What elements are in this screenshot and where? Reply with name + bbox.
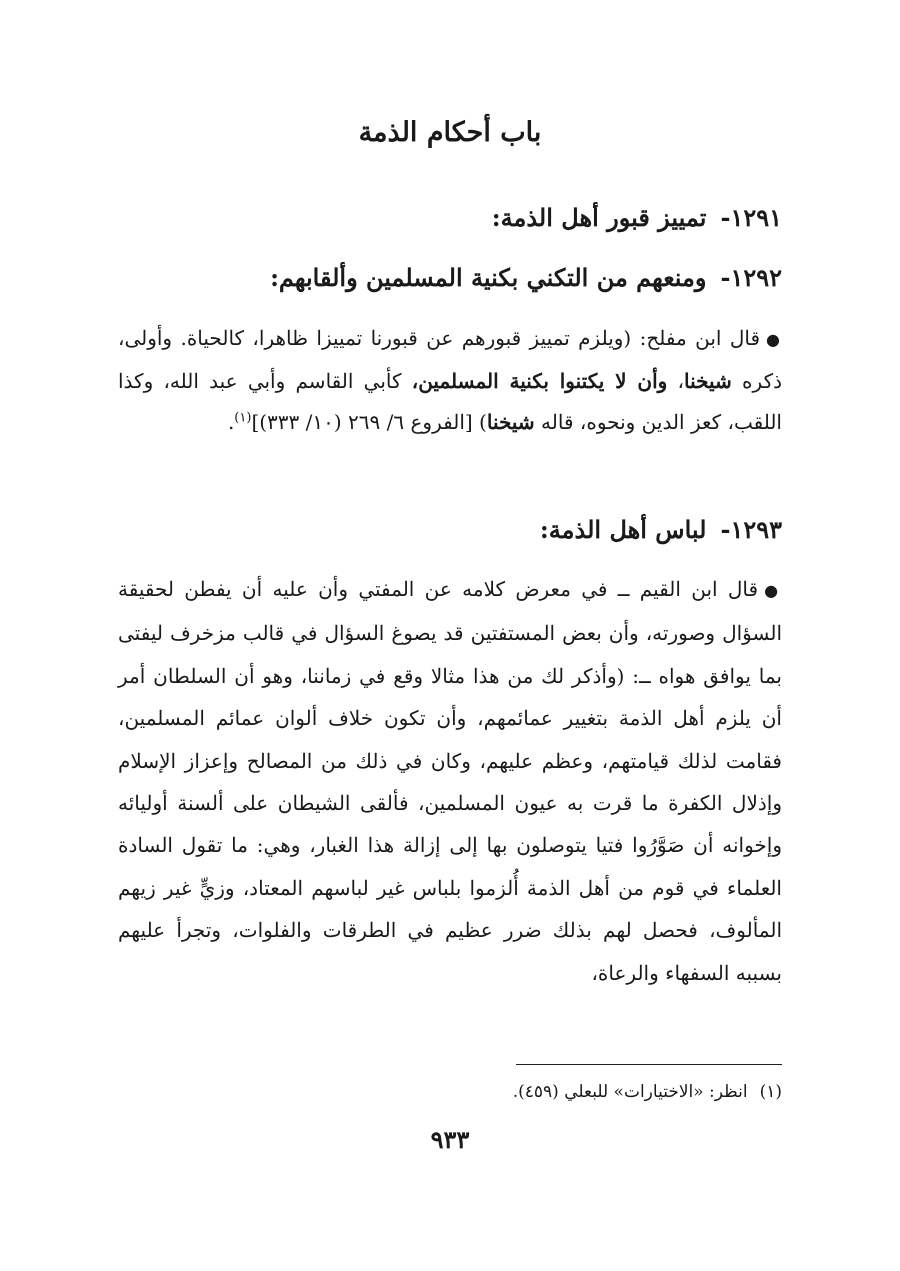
quote-paragraph-ibn-alqayyim bbox=[118, 568, 782, 994]
footnote-divider bbox=[516, 1064, 782, 1065]
bullet-icon: ● bbox=[764, 581, 782, 600]
quote-paragraph-ibn-muflih bbox=[118, 318, 782, 444]
footnote bbox=[118, 1078, 782, 1106]
footnote-number: (١) bbox=[759, 1082, 782, 1102]
citation-text: ) [الفروع ٦/ ٢٦٩ (١٠/ ٣٣٣)] bbox=[251, 410, 487, 434]
issue-heading-1292 bbox=[118, 256, 782, 300]
bold-phrase: وأن لا يكتنوا بكنية المسلمين، bbox=[411, 368, 668, 393]
paragraph-end: . bbox=[227, 410, 235, 434]
paragraph-text: قال ابن القيم ــ في معرض كلامه عن المفتي وأن عليه أن يفطن لحقيقة السؤال وصورته، وأن بعض المستفتين قد يصوغ السؤال في قالب مزخرف ليفتى بما يوافق هواه ــ: (وأذكر لك من هذا مثالا وقع في زماننا، وهو أن السلطان أمر أن يلزم أهل الذمة بتغيير عمائمهم، وأن تكون خلاف ألوان عمائم المسلمين، فقامت لذلك قيامتهم، وعظم عليهم، وكان في ذلك من المصالح وإعزاز الإسلام وإذلال الكفرة ما قرت به عيون المسلمين، فألقى الشيطان على ألسنة أوليائه وإخوانه أن صَوَّرُوا فتيا يتوصلون بها إلى إزالة هذا الغبار، وهي: ما تقول السادة العلماء في قوم من أهل الذمة أُلزموا بلباس غير لباسهم المعتاد، وزيٍّ غير زيهم المألوف، فحصل لهم بذلك ضرر عظيم في الطرقات والفلوات، وتجرأ عليهم بسببه السفهاء والرعاة، bbox=[118, 577, 782, 985]
page-number: ٩٣٣ bbox=[430, 1125, 470, 1154]
paragraph-text: قال ابن مفلح: (ويلزم تمييز قبورهم عن قبورنا تمييزا ظاهرا، كالحياة. وأولى، ذكره bbox=[118, 326, 782, 393]
footnote-reference[interactable]: (١) bbox=[234, 410, 252, 426]
book-page bbox=[118, 0, 782, 1271]
bullet-icon: ● bbox=[766, 330, 782, 349]
bold-term: شيخنا bbox=[486, 410, 535, 434]
issue-heading-1293 bbox=[118, 508, 782, 552]
bold-term: شيخنا bbox=[683, 368, 732, 393]
issue-number: ١٢٩١- bbox=[720, 203, 782, 232]
issue-number: ١٢٩٣- bbox=[720, 515, 782, 544]
issue-title: لباس أهل الذمة: bbox=[539, 515, 707, 544]
issue-heading-1291 bbox=[118, 196, 782, 240]
issue-title: تمييز قبور أهل الذمة: bbox=[491, 203, 707, 232]
chapter-title: باب أحكام الذمة bbox=[358, 117, 542, 148]
paragraph-text: ، bbox=[667, 368, 684, 393]
footnote-text: انظر: «الاختيارات» للبعلي (٤٥٩). bbox=[512, 1082, 748, 1102]
paragraph-text: كأبي القاسم وأبي عبد الله، وكذا اللقب، كعز الدين ونحوه، قاله bbox=[118, 368, 782, 434]
issue-title: ومنعهم من التكني بكنية المسلمين وألقابهم: bbox=[270, 263, 707, 292]
issue-number: ١٢٩٢- bbox=[720, 263, 782, 292]
